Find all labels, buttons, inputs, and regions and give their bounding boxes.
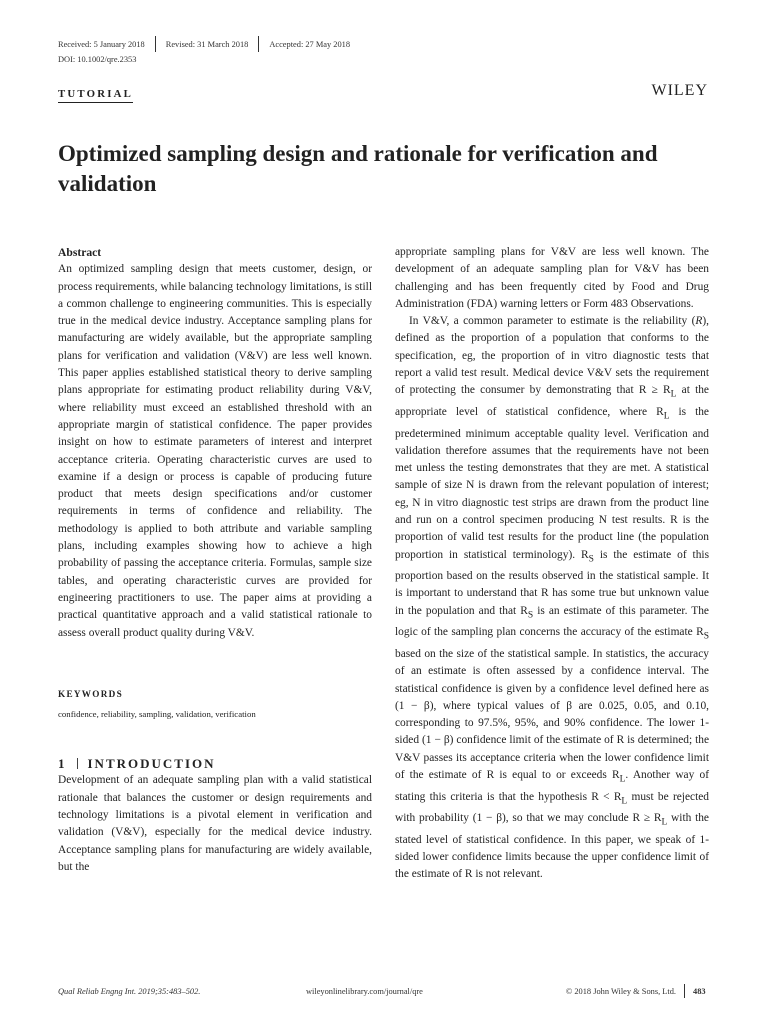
doi[interactable]: DOI: 10.1002/qre.2353: [58, 55, 137, 64]
page-footer: [58, 984, 710, 998]
divider: [155, 36, 156, 52]
journal-citation: Qual Reliab Engng Int. 2019;35:483–502.: [58, 986, 201, 996]
section-number: 1: [58, 756, 67, 772]
keywords-heading: KEYWORDS: [58, 688, 124, 699]
subscript: L: [621, 795, 628, 806]
body-paragraph-2: [395, 313, 709, 883]
article-dates: [58, 36, 350, 52]
text-run: at the appropriate level of statistical confidence, where R: [395, 384, 709, 418]
page-title: Optimized sampling design and rationale for verification and validation: [58, 141, 658, 196]
text-run: is the predetermined minimum acceptable quality level. Verification and validation therefore assumes that the requirements have not been met unless the testing demonstrates that they are met. A statistical sample of size N is drawn from the relevant population of interest; eg, N in vitro diagnostic test strips are drawn from the product line and run on a control specimen producing N test results. R is the proportion of valid test results for the product line (the population proportion in statistical terminology). R: [395, 405, 709, 561]
left-column: [58, 244, 372, 876]
right-column: [395, 244, 709, 884]
received-date: Received: 5 January 2018: [58, 39, 145, 49]
text-run: is the estimate of this proportion based on the results observed in the statistical sample. It is important to understand that R has some true but unknown value in the population and that R: [395, 548, 709, 617]
text-run: based on the size of the statistical sample. In statistics, the accuracy of an estimate is often assessed by a confidence interval. The statistical confidence is given by a confidence level defined here as (1 − β), where typical values of β are 0.025, 0.05, and 0.10, corresponding to 97.5%, 95%, and 90% confidence. The lower 1-sided (1 − β) confidence limit of the estimate of R is determined; the V&V passes its acceptance criteria when the lower confidence limit of the estimate of R is equal to or exceeds R: [395, 647, 709, 782]
text-run: with the stated level of statistical confidence. In this paper, we speak of 1-sided lower confidence limits because the upper confidence limit of the estimate of R is not relevant.: [395, 812, 709, 881]
body-paragraph-1: appropriate sampling plans for V&V are less well known. The development of an adequate sampling plan for V&V has been challenging and has been frequently cited by Food and Drug Administration (FDA) warning letters or Form 483 Observations.: [395, 246, 709, 310]
text-run: is an estimate of this parameter. The logic of the sampling plan concerns the accuracy of the estimate R: [395, 604, 709, 639]
subscript: S: [703, 631, 709, 642]
text-run: ), defined as the proportion of a population that conforms to the specification, eg, the proportion of in vitro diagnostic tests that report a valid test result. Medical device V&V sets the requirement of protecting the consumer by demonstrating that R ≥ R: [395, 315, 709, 397]
abstract-heading: Abstract: [58, 246, 102, 259]
keywords-list: confidence, reliability, sampling, validation, verification: [58, 709, 256, 720]
section-title: INTRODUCTION: [87, 756, 216, 772]
journal-url[interactable]: wileyonlinelibrary.com/journal/qre: [306, 986, 423, 996]
abstract-text: An optimized sampling design that meets customer, design, or process requirements, while balancing technology limitations, is still a common challenge to engineering communities. This is especially true in the medical device industry. Acceptance sampling plans for manufacturing are widely available, but the appropriate sampling plans for verification and validation (V&V) are less well known. This paper applies established statistical theory to derive sampling plans appropriate for estimating product reliability during V&V, where reliability must exceed an established threshold with an appropriate margin of statistical confidence. The paper provides insight on how to estimate parameters of interest and interpret acceptance criteria. Operating characteristic curves are used to examine if a design or process is capable of producing future product that meets design specifications and/or customer requirements in terms of confidence and reliability. The methodology is applied to both attribute and variable sampling plans, including examples showing how to achieve a high probability of passing the acceptance criteria. Formulas, sample size tables, and operating characteristic curves are provided for engineering practitioners to use. The paper aims at providing a practical quantitative approach and a valid statistical rationale to assess overall product quality during V&V.: [58, 263, 372, 639]
intro-paragraph: Development of an adequate sampling plan with a valid statistical rationale that balances the customer or design requirements and technology limitations is a pivotal element in verification and validation (V&V), especially for the medical device industry. Acceptance sampling plans for manufacturing are widely available, but the: [58, 774, 372, 873]
divider: [684, 984, 685, 998]
subscript: L: [670, 389, 677, 400]
subscript: L: [661, 817, 668, 828]
text-run: must be rejected with probability (1 − β), so that we may conclude R ≥ R: [395, 790, 709, 825]
divider: [258, 36, 259, 52]
symbol-r: R: [695, 315, 703, 328]
article-type: TUTORIAL: [58, 88, 133, 103]
section-heading-introduction: [58, 755, 372, 772]
subscript: L: [619, 774, 626, 785]
text-run: . Another way of stating this criteria is that the hypothesis R < R: [395, 769, 709, 803]
page-number: 483: [693, 986, 706, 996]
revised-date: Revised: 31 March 2018: [165, 39, 249, 49]
subscript: S: [527, 610, 534, 621]
subscript: L: [663, 411, 670, 422]
divider: [77, 758, 78, 769]
text-run: In V&V, a common parameter to estimate is the reliability (: [409, 315, 696, 328]
accepted-date: Accepted: 27 May 2018: [269, 39, 351, 49]
publisher-logo: WILEY: [651, 82, 708, 99]
subscript: S: [588, 553, 594, 564]
copyright: © 2018 John Wiley & Sons, Ltd.: [565, 986, 676, 996]
